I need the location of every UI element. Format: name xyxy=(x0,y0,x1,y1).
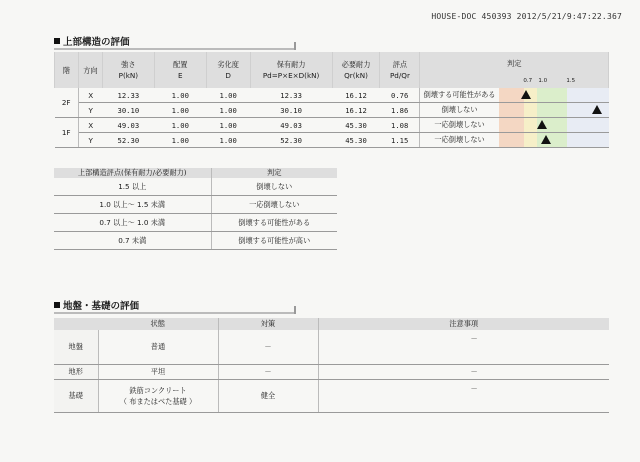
gauge-zone-ok xyxy=(537,103,567,117)
deterioration-value: 1.00 xyxy=(206,133,250,148)
strength-value: 12.33 xyxy=(102,88,154,103)
criteria-table xyxy=(54,168,337,250)
required-value: 16.12 xyxy=(332,88,380,103)
criteria-range: 1.0 以上～ 1.5 未満 xyxy=(54,196,211,214)
gauge-zone-low xyxy=(499,133,524,147)
header-judgement: 判定 0.7 1.0 1.5 xyxy=(420,52,609,88)
header-direction: 方向 xyxy=(78,52,102,88)
table-header-row xyxy=(55,52,609,88)
criteria-judgement: 倒壊する可能性がある xyxy=(211,214,337,232)
score-value: 1.86 xyxy=(380,103,420,118)
title-underline-tick xyxy=(294,306,296,314)
row-label-foundation: 基礎 xyxy=(54,379,98,412)
direction: Y xyxy=(78,103,102,118)
score-marker-icon xyxy=(592,105,602,114)
header-layout: 配置 E xyxy=(154,52,206,88)
strength-value: 30.10 xyxy=(102,103,154,118)
header-score: 評点 Pd/Qr xyxy=(380,52,420,88)
section-title-text: 上部構造の評価 xyxy=(63,37,130,48)
ground-table xyxy=(54,318,609,413)
terrain-note: － xyxy=(318,364,609,379)
title-underline xyxy=(54,48,296,50)
deterioration-value: 1.00 xyxy=(206,103,250,118)
score-marker-icon xyxy=(521,90,531,99)
row-label-ground: 地盤 xyxy=(54,330,98,364)
score-value: 0.76 xyxy=(380,88,420,103)
ground-note: － xyxy=(318,330,609,364)
direction: Y xyxy=(78,133,102,148)
judgement-text: 倒壊する可能性がある xyxy=(420,88,499,103)
gauge-zone-high xyxy=(567,88,609,102)
scale-label-1.0: 1.0 xyxy=(538,78,548,84)
criteria-judgement: 倒壊する可能性が高い xyxy=(211,232,337,250)
ground-header-state: 状態 xyxy=(98,318,218,330)
document-id: HOUSE-DOC 450393 2012/5/21/9:47:22.367 xyxy=(431,12,622,21)
deterioration-value: 1.00 xyxy=(206,88,250,103)
criteria-range: 0.7 未満 xyxy=(54,232,211,250)
table-row xyxy=(54,196,337,214)
foundation-state: 鉄筋コンクリート （ 布またはべた基礎 ） xyxy=(98,379,218,412)
score-marker-icon xyxy=(541,135,551,144)
table-row xyxy=(55,88,609,103)
required-value: 16.12 xyxy=(332,103,380,118)
superstructure-table xyxy=(54,52,609,148)
criteria-header-row xyxy=(54,168,337,178)
capacity-value: 52.30 xyxy=(250,133,332,148)
score-gauge xyxy=(499,118,609,133)
capacity-value: 30.10 xyxy=(250,103,332,118)
layout-value: 1.00 xyxy=(154,88,206,103)
criteria-header-score: 上部構造評点(保有耐力/必要耐力) xyxy=(54,168,211,178)
capacity-value: 49.03 xyxy=(250,118,332,133)
gauge-zone-mid xyxy=(524,118,537,132)
square-bullet-icon xyxy=(54,302,60,308)
strength-value: 52.30 xyxy=(102,133,154,148)
gauge-zone-low xyxy=(499,88,524,102)
judgement-text: 一応倒壊しない xyxy=(420,118,499,133)
score-gauge xyxy=(499,103,609,118)
score-value: 1.15 xyxy=(380,133,420,148)
gauge-zone-mid xyxy=(524,103,537,117)
scale-label-0.7: 0.7 xyxy=(523,78,533,84)
gauge-zone-high xyxy=(567,103,609,117)
ground-header-measure: 対策 xyxy=(218,318,318,330)
table-row xyxy=(54,330,609,364)
table-row xyxy=(54,364,609,379)
layout-value: 1.00 xyxy=(154,118,206,133)
judgement-text: 倒壊しない xyxy=(420,103,499,118)
section-title-superstructure xyxy=(54,34,284,48)
ground-header-note: 注意事項 xyxy=(318,318,609,330)
square-bullet-icon xyxy=(54,38,60,44)
score-value: 1.08 xyxy=(380,118,420,133)
criteria-range: 0.7 以上～ 1.0 未満 xyxy=(54,214,211,232)
criteria-judgement: 倒壊しない xyxy=(211,178,337,196)
capacity-value: 12.33 xyxy=(250,88,332,103)
table-row xyxy=(54,379,609,412)
header-required: 必要耐力 Qr(kN) xyxy=(332,52,380,88)
foundation-measure: 健全 xyxy=(218,379,318,412)
layout-value: 1.00 xyxy=(154,133,206,148)
header-floor: 階 xyxy=(55,52,79,88)
header-deterioration: 劣化度 D xyxy=(206,52,250,88)
gauge-zone-high xyxy=(567,133,609,147)
criteria-judgement: 一応倒壊しない xyxy=(211,196,337,214)
ground-header-blank xyxy=(54,318,98,330)
required-value: 45.30 xyxy=(332,118,380,133)
title-underline xyxy=(54,312,296,314)
scale-label-1.5: 1.5 xyxy=(566,78,576,84)
row-label-terrain: 地形 xyxy=(54,364,98,379)
ground-state: 普通 xyxy=(98,330,218,364)
floor-label: 2F xyxy=(55,88,79,118)
score-gauge xyxy=(499,88,609,103)
section-title-text: 地盤・基礎の評価 xyxy=(63,301,140,312)
required-value: 45.30 xyxy=(332,133,380,148)
header-capacity: 保有耐力 Pd=P×E×D(kN) xyxy=(250,52,332,88)
table-row xyxy=(55,118,609,133)
table-row xyxy=(54,178,337,196)
foundation-note: － xyxy=(318,379,609,412)
title-underline-tick xyxy=(294,42,296,50)
gauge-zone-ok xyxy=(537,88,567,102)
table-row xyxy=(55,133,609,148)
terrain-measure: － xyxy=(218,364,318,379)
layout-value: 1.00 xyxy=(154,103,206,118)
score-gauge xyxy=(499,133,609,148)
score-marker-icon xyxy=(537,120,547,129)
criteria-header-judgement: 判定 xyxy=(211,168,337,178)
deterioration-value: 1.00 xyxy=(206,118,250,133)
header-strength: 強さ P(kN) xyxy=(102,52,154,88)
gauge-zone-low xyxy=(499,118,524,132)
strength-value: 49.03 xyxy=(102,118,154,133)
gauge-zone-low xyxy=(499,103,524,117)
table-row xyxy=(55,103,609,118)
gauge-zone-high xyxy=(567,118,609,132)
judgement-text: 一応倒壊しない xyxy=(420,133,499,148)
ground-measure: － xyxy=(218,330,318,364)
ground-header-row xyxy=(54,318,609,330)
direction: X xyxy=(78,88,102,103)
direction: X xyxy=(78,118,102,133)
gauge-zone-mid xyxy=(524,133,537,147)
criteria-range: 1.5 以上 xyxy=(54,178,211,196)
floor-label: 1F xyxy=(55,118,79,148)
table-row xyxy=(54,214,337,232)
section-title-ground xyxy=(54,298,284,312)
table-row xyxy=(54,232,337,250)
terrain-state: 平坦 xyxy=(98,364,218,379)
